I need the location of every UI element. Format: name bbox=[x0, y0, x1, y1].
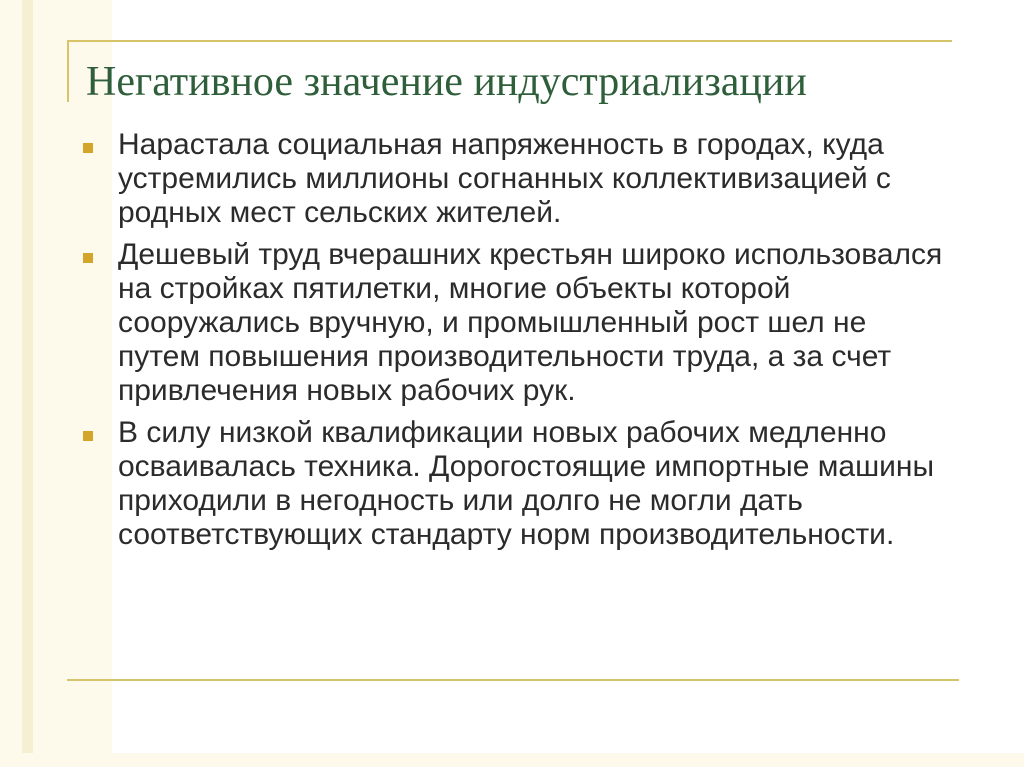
title-top-rule bbox=[67, 40, 952, 42]
slide-title: Негативное значение индустриализации bbox=[86, 59, 807, 105]
square-bullet-icon bbox=[83, 253, 93, 263]
square-bullet-icon bbox=[83, 431, 93, 441]
bullet-list bbox=[80, 128, 950, 560]
bullet-text: Дешевый труд вчерашних крестьян широко использовался на стройках пятилетки, многие объекты которой сооружались вручную, и промышленный рост шел не путем повышения производительности труда, а за счет привлечения новых рабочих рук. bbox=[118, 238, 943, 407]
bullet-text: В силу низкой квалификации новых рабочих медленно осваивалась техника. Дорогостоящие импортные машины приходили в негодность или долго не могли дать соответствующих стандарту норм производительности. bbox=[118, 416, 935, 551]
bullet-item bbox=[80, 128, 950, 230]
bullet-item bbox=[80, 238, 950, 408]
bullet-text: Нарастала социальная напряженность в городах, куда устремились миллионы согнанных коллективизацией с родных мест сельских жителей. bbox=[118, 128, 891, 229]
square-bullet-icon bbox=[83, 143, 93, 153]
bullet-item bbox=[80, 416, 950, 552]
decorative-accent-bar bbox=[22, 0, 33, 767]
decorative-bottom-band bbox=[0, 753, 1024, 767]
bottom-rule bbox=[67, 679, 959, 681]
title-left-rule bbox=[67, 40, 69, 102]
